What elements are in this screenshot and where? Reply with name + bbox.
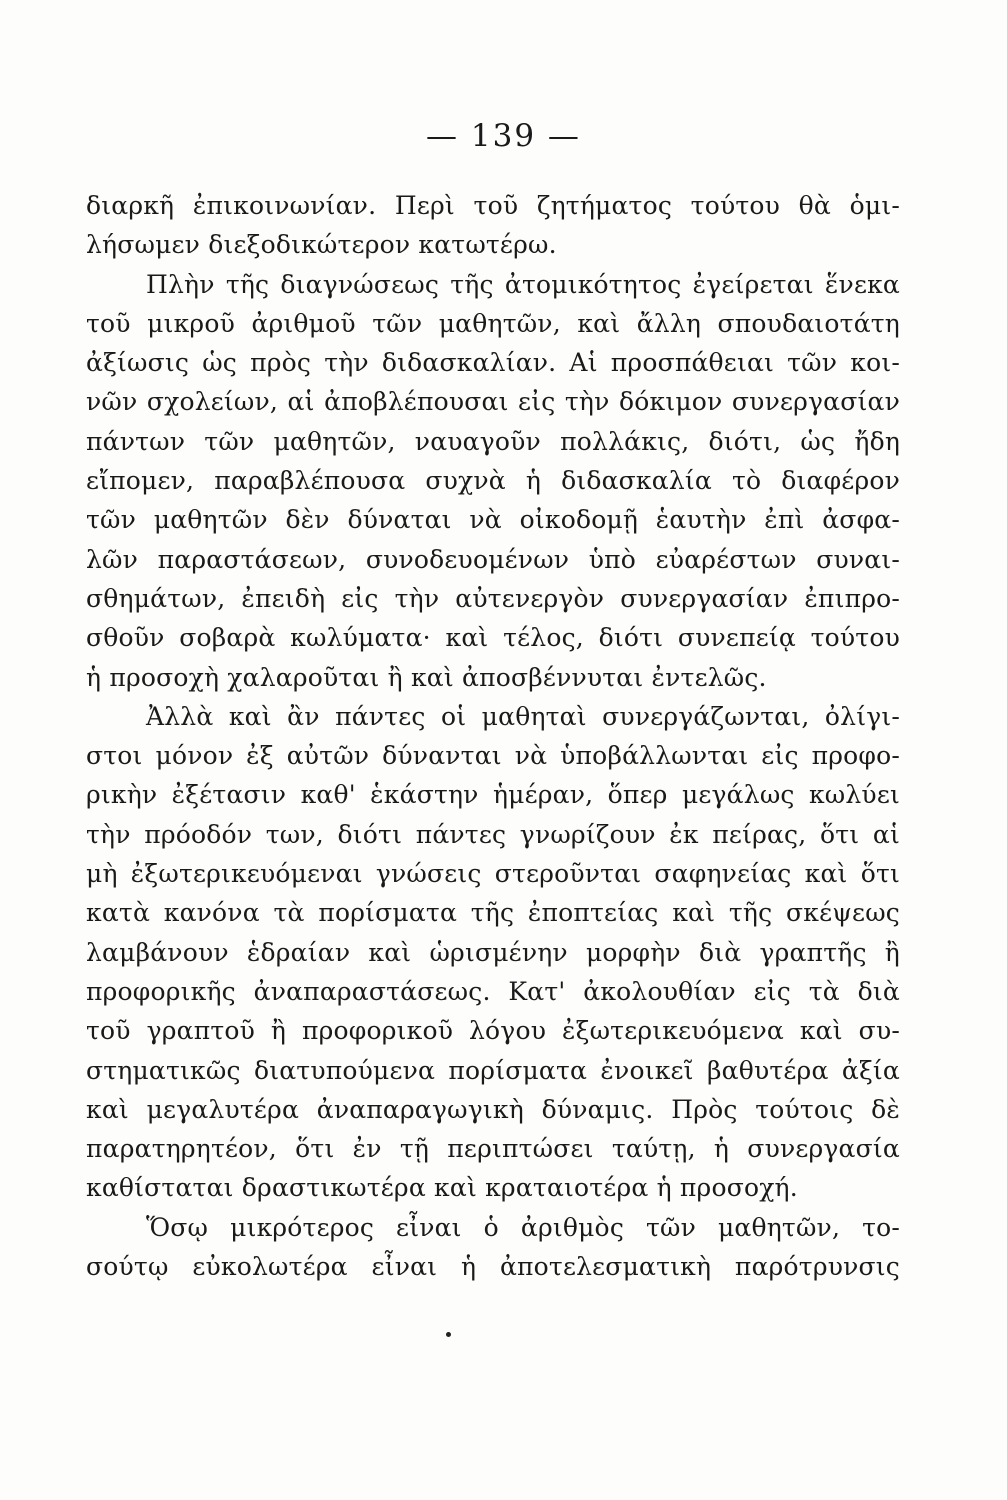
page-number: — 139 — bbox=[426, 118, 581, 154]
text-line: σθοῦν σοβαρὰ κωλύματα· καὶ τέλος, διότι συνεπείᾳ τούτου bbox=[86, 623, 900, 653]
text-line: Πλὴν τῆς διαγνώσεως τῆς ἀτομικότητος ἐγείρεται ἕνεκα bbox=[146, 269, 900, 299]
text-line: ρικὴν ἐξέτασιν καθ' ἑκάστην ἡμέραν, ὅπερ μεγάλως κωλύει bbox=[86, 780, 900, 810]
text-line: διαρκῆ ἐπικοινωνίαν. Περὶ τοῦ ζητήματος τούτου θὰ ὁμι- bbox=[86, 191, 900, 220]
text-line: νῶν σχολείων, αἱ ἀποβλέπουσαι εἰς τὴν δόκιμον συνεργασίαν bbox=[86, 387, 900, 417]
text-line: στηματικῶς διατυπούμενα πορίσματα ἐνοικεῖ βαθυτέρα ἀξία bbox=[86, 1055, 900, 1085]
text-line: προφορικῆς ἀναπαραστάσεως. Κατ' ἀκολουθίαν εἰς τὰ διὰ bbox=[86, 976, 900, 1006]
text-line: τὴν πρόοδόν των, διότι πάντες γνωρίζουν ἐκ πείρας, ὅτι αἱ bbox=[86, 819, 900, 849]
text-line: ἀξίωσις ὡς πρὸς τὴν διδασκαλίαν. Αἱ προσπάθειαι τῶν κοι- bbox=[86, 348, 900, 378]
ink-speck bbox=[446, 1332, 451, 1337]
text-line: λαμβάνουν ἑδραίαν καὶ ὡρισμένην μορφὴν διὰ γραπτῆς ἢ bbox=[86, 937, 900, 967]
body-text bbox=[86, 186, 900, 1286]
text-line: τῶν μαθητῶν δὲν δύναται νὰ οἰκοδομῇ ἑαυτὴν ἐπὶ ἀσφα- bbox=[86, 505, 900, 535]
text-line: πάντων τῶν μαθητῶν, ναυαγοῦν πολλάκις, διότι, ὡς ἤδη bbox=[86, 426, 900, 456]
text-line: σούτῳ εὐκολωτέρα εἶναι ἡ ἀποτελεσματικὴ παρότρυνσις bbox=[86, 1252, 900, 1282]
text-line: λῶν παραστάσεων, συνοδευομένων ὑπὸ εὐαρέστων συναι- bbox=[86, 544, 900, 574]
text-line: καθίσταται δραστικωτέρα καὶ κραταιοτέρα ἡ προσοχή. bbox=[86, 1173, 798, 1203]
text-line: καὶ μεγαλυτέρα ἀναπαραγωγικὴ δύναμις. Πρὸς τούτοις δὲ bbox=[86, 1094, 900, 1124]
text-line: σθημάτων, ἐπειδὴ εἰς τὴν αὐτενεργὸν συνεργασίαν ἐπιπρο- bbox=[86, 583, 900, 613]
text-line: εἴπομεν, παραβλέπουσα συχνὰ ἡ διδασκαλία τὸ διαφέρον bbox=[86, 466, 900, 496]
text-line: Ἀλλὰ καὶ ἂν πάντες οἱ μαθηταὶ συνεργάζωνται, ὀλίγι- bbox=[146, 701, 900, 731]
text-line: ἡ προσοχὴ χαλαροῦται ἢ καὶ ἀποσβέννυται ἐντελῶς. bbox=[86, 662, 767, 692]
text-line: τοῦ μικροῦ ἀριθμοῦ τῶν μαθητῶν, καὶ ἄλλη σπουδαιοτάτη bbox=[86, 308, 900, 338]
text-line: μὴ ἐξωτερικευόμεναι γνώσεις στεροῦνται σαφηνείας καὶ ὅτι bbox=[86, 859, 900, 889]
text-line: κατὰ κανόνα τὰ πορίσματα τῆς ἐποπτείας καὶ τῆς σκέψεως bbox=[86, 898, 900, 928]
text-line: Ὅσῳ μικρότερος εἶναι ὁ ἀριθμὸς τῶν μαθητῶν, το- bbox=[146, 1212, 900, 1242]
text-line: λήσωμεν διεξοδικώτερον κατωτέρω. bbox=[86, 230, 557, 260]
text-line: παρατηρητέον, ὅτι ἐν τῇ περιπτώσει ταύτῃ, ἡ συνεργασία bbox=[86, 1134, 900, 1164]
text-line: τοῦ γραπτοῦ ἢ προφορικοῦ λόγου ἐξωτερικευόμενα καὶ συ- bbox=[86, 1016, 900, 1046]
text-line: στοι μόνον ἐξ αὐτῶν δύνανται νὰ ὑποβάλλωνται εἰς προφο- bbox=[86, 741, 900, 771]
